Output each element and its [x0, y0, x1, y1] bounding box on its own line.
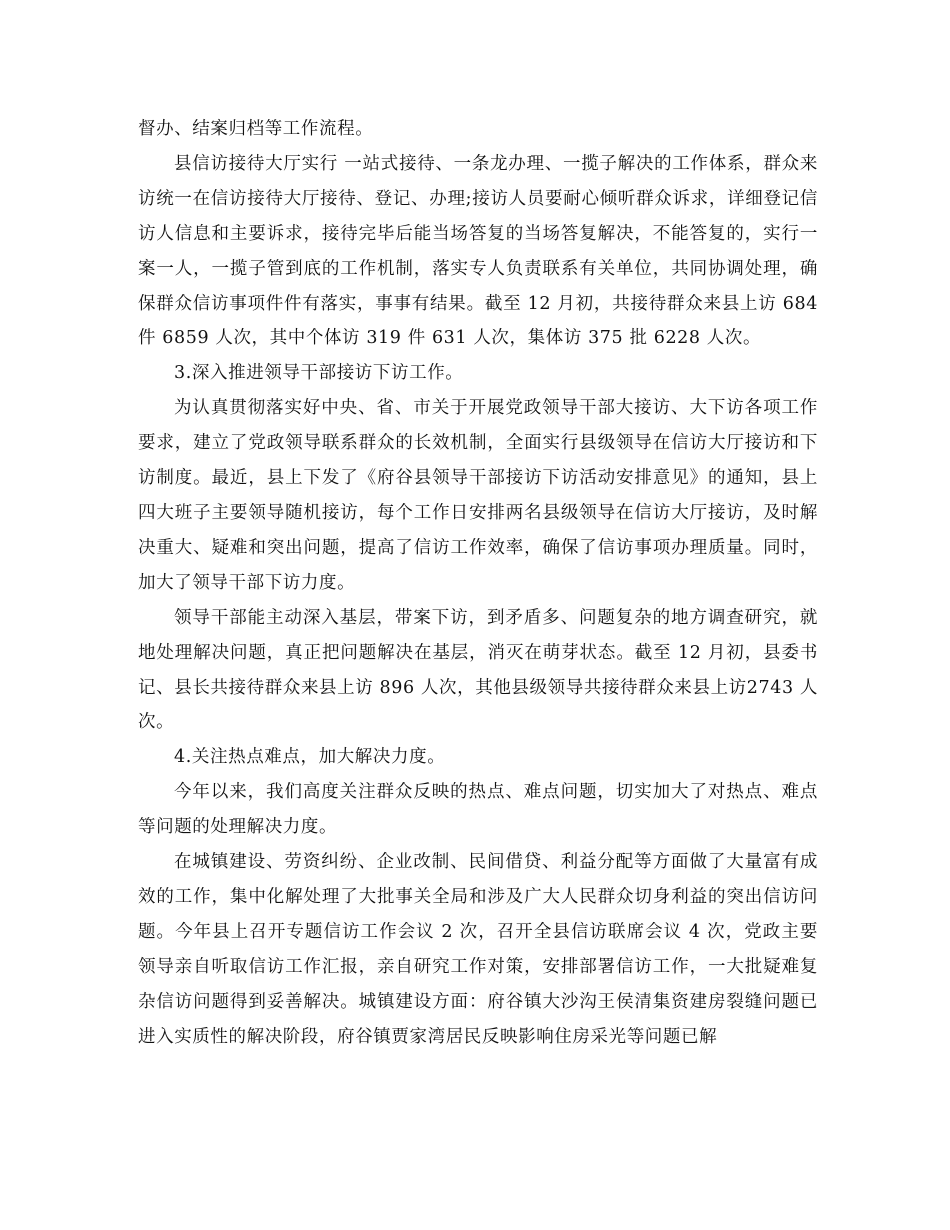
paragraph-hot-issues: 今年以来，我们高度关注群众反映的热点、难点问题，切实加大了对热点、难点等问题的处理解决力度。 [138, 782, 818, 838]
paragraph-urban-construction: 在城镇建设、劳资纠纷、企业改制、民间借贷、利益分配等方面做了大量富有成效的工作，集中化解处理了大批事关全局和涉及广大人民群众切身利益的突出信访问题。今年县上召开专题信访工作会议 2 次，召开全县信访联席会议 4 次，党政主要领导亲自听取信访工作汇报，亲自研究工作对策，安排部署信访工作，一大批疑难复杂信访问题得到妥善解决。城镇建设方面：府谷镇大沙沟王侯清集资建房裂缝问题已进入实质性的解决阶段，府谷镇贾家湾居民反映影响住房采光等问题已解 [138, 852, 818, 1047]
paragraph-leader-visits: 为认真贯彻落实好中央、省、市关于开展党政领导干部大接访、大下访各项工作要求，建立了党政领导联系群众的长效机制，全面实行县级领导在信访大厅接访和下访制度。最近，县上下发了《府谷县领导干部接访下访活动安排意见》的通知，县上四大班子主要领导随机接访，每个工作日安排两名县级领导在信访大厅接访，及时解决重大、疑难和突出问题，提高了信访工作效率，确保了信访事项办理质量。同时，加大了领导干部下访力度。 [138, 398, 818, 593]
section-heading-3: 3.深入推进领导干部接访下访工作。 [174, 363, 464, 384]
document-page [138, 112, 818, 1054]
paragraph-reception-hall: 县信访接待大厅实行 一站式接待、一条龙办理、一揽子解决的工作体系，群众来访统一在信访接待大厅接待、登记、办理;接访人员要耐心倾听群众诉求，详细登记信访人信息和主要诉求，接待完毕后能当场答复的当场答复解决，不能答复的，实行一案一人，一揽子管到底的工作机制，落实专人负责联系有关单位，共同协调处理，确保群众信访事项件件有落实，事事有结果。截至 12 月初，共接待群众来县上访 684 件 6859 人次，其中个体访 319 件 631 人次，集体访 375 批 6228 人次。 [138, 153, 818, 349]
section-heading-4: 4.关注热点难点，加大解决力度。 [174, 747, 446, 768]
paragraph-process-ending: 督办、结案归档等工作流程。 [138, 119, 374, 139]
paragraph-grassroots-visits: 领导干部能主动深入基层，带案下访，到矛盾多、问题复杂的地方调查研究，就地处理解决问题，真正把问题解决在基层，消灭在萌芽状态。截至 12 月初，县委书记、县长共接待群众来县上访 896 人次，其他县级领导共接待群众来县上访2743 人次。 [138, 607, 818, 733]
